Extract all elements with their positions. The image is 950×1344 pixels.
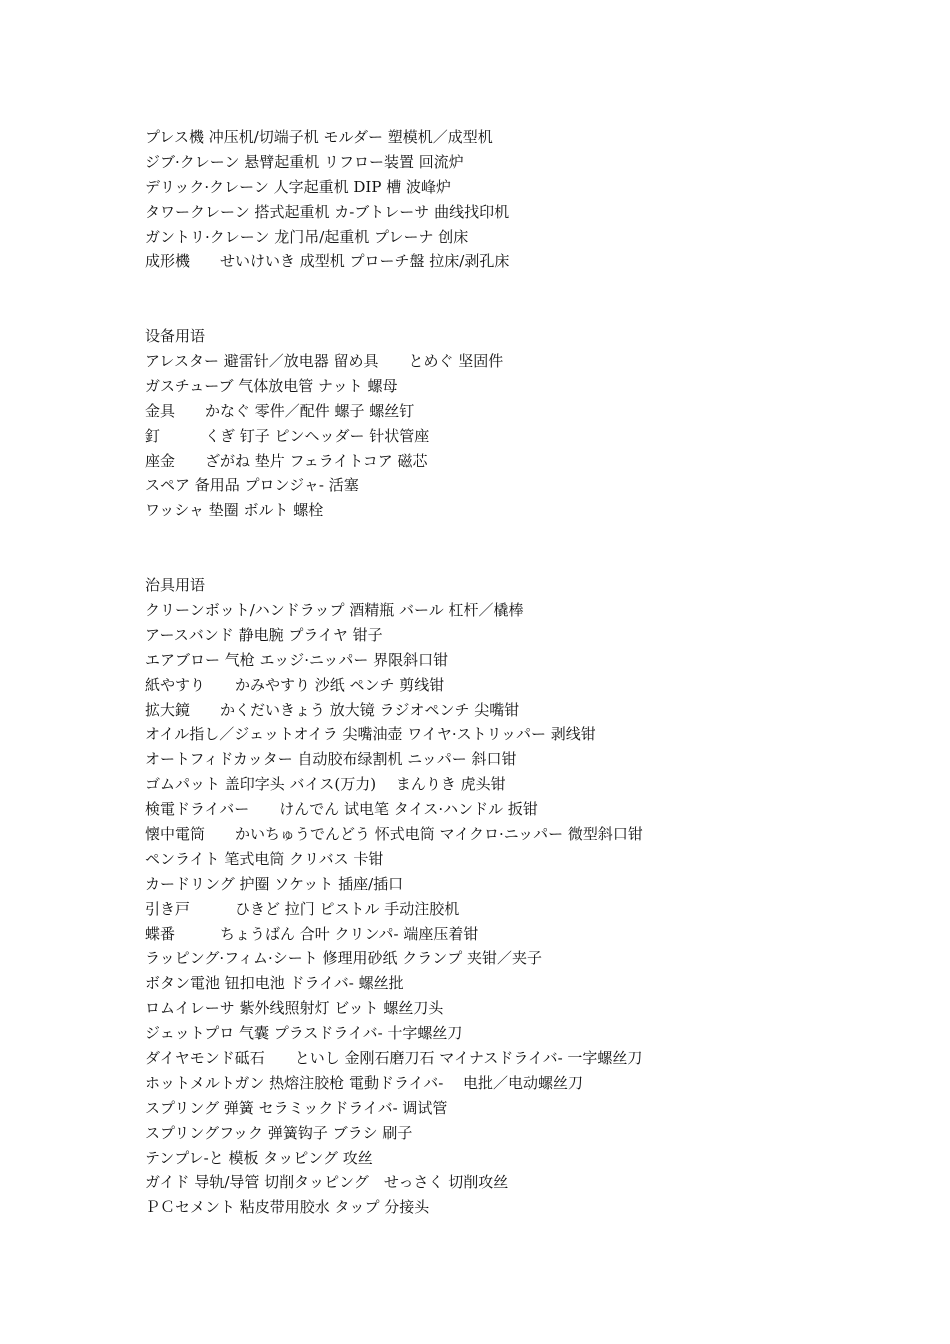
text-line: ダイヤモンド砥石 といし 金刚石磨刀石 マイナスドライバ- 一字螺丝刀 xyxy=(145,1048,643,1067)
text-line: スペア 备用品 プロンジャ- 活塞 xyxy=(145,476,359,495)
text-line: ガイド 导轨/导管 切削タッピング せっさく 切削攻丝 xyxy=(145,1173,509,1192)
section-tool-terms xyxy=(145,573,905,1220)
text-line: 引き戸 ひきど 拉门 ピストル 手动注胶机 xyxy=(145,899,460,918)
section-equipment-terms xyxy=(145,324,905,523)
text-line: ペンライト 笔式电筒 クリバス 卡钳 xyxy=(145,849,384,868)
text-line: オイル指し／ジェットオイラ 尖嘴油壶 ワイヤ·ストリッパー 剥线钳 xyxy=(145,725,596,744)
text-line: エアブロー 气枪 エッジ·ニッパー 界限斜口钳 xyxy=(145,650,449,669)
text-line: ラッピング·フィム·シート 修理用砂纸 クランプ 夹钳／夹子 xyxy=(145,949,543,968)
text-line: 釘 くぎ 钉子 ピンヘッダー 针状管座 xyxy=(145,426,430,445)
text-line: デリック·クレーン 人字起重机 DIP 槽 波峰炉 xyxy=(145,177,451,196)
text-line: スプリング 弹簧 セラミックドライバ- 调试管 xyxy=(145,1098,448,1117)
text-line: ロムイレーサ 紫外线照射灯 ビット 螺丝刀头 xyxy=(145,999,444,1018)
text-line: 金具 かなぐ 零件／配件 螺子 螺丝钉 xyxy=(145,401,415,420)
text-line: アースバンド 静电腕 プライヤ 钳子 xyxy=(145,625,383,644)
text-line: ガントリ·クレーン 龙门吊/起重机 プレーナ 创床 xyxy=(145,227,469,246)
text-line: 拡大鏡 かくだいきょう 放大镜 ラジオペンチ 尖嘴钳 xyxy=(145,700,520,719)
text-line: アレスター 避雷针／放电器 留め具 とめぐ 坚固件 xyxy=(145,352,504,371)
text-line: ワッシャ 垫圈 ボルト 螺栓 xyxy=(145,501,324,520)
text-line: 座金 ざがね 垫片 フェライトコア 磁芯 xyxy=(145,451,428,470)
text-line: ガスチューブ 气体放电管 ナット 螺母 xyxy=(145,376,398,395)
document-page xyxy=(145,125,905,1220)
text-line: 紙やすり かみやすり 沙纸 ペンチ 剪线钳 xyxy=(145,675,445,694)
text-line: ボタン電池 钮扣电池 ドライバ- 螺丝批 xyxy=(145,974,404,993)
text-line: 成形機 せいけいき 成型机 プローチ盤 拉床/剥孔床 xyxy=(145,252,510,271)
section-heading: 设备用语 xyxy=(145,327,206,346)
section-machines xyxy=(145,125,905,274)
text-line: ジェットプロ 气囊 プラスドライバ- 十字螺丝刀 xyxy=(145,1024,463,1043)
text-line: ジブ·クレーン 悬臂起重机 リフロー装置 回流炉 xyxy=(145,152,464,171)
text-line: オートフィドカッター 自动胶布绿割机 ニッパー 斜口钳 xyxy=(145,750,517,769)
text-line: ホットメルトガン 热熔注胶枪 電動ドライバ- 电批／电动螺丝刀 xyxy=(145,1073,584,1092)
text-line: クリーンボット/ハンドラップ 酒精瓶 バール 杠杆／橇棒 xyxy=(145,600,524,619)
text-line: 検電ドライバー けんでん 试电笔 タイス·ハンドル 扳钳 xyxy=(145,800,538,819)
text-line: プレス機 冲压机/切端子机 モルダー 塑模机／成型机 xyxy=(145,128,493,146)
section-heading: 治具用语 xyxy=(145,576,206,595)
text-line: ゴムパット 盖印字头 バイス(万力) まんりき 虎头钳 xyxy=(145,775,506,794)
text-line: スプリングフック 弹簧钩子 ブラシ 刷子 xyxy=(145,1123,413,1142)
text-line: タワークレーン 搭式起重机 カ-ブトレーサ 曲线找印机 xyxy=(145,202,510,221)
text-line: 懐中電筒 かいちゅうでんどう 怀式电筒 マイクロ·ニッパー 微型斜口钳 xyxy=(145,824,643,843)
text-line: ＰＣセメント 粘皮带用胶水 タップ 分接头 xyxy=(145,1198,430,1217)
text-line: テンプレ-と 模板 タッピング 攻丝 xyxy=(145,1148,373,1167)
text-line: 蝶番 ちょうばん 合叶 クリンパ- 端座压着钳 xyxy=(145,924,479,943)
text-line: カードリング 护圈 ソケット 插座/插口 xyxy=(145,874,404,893)
